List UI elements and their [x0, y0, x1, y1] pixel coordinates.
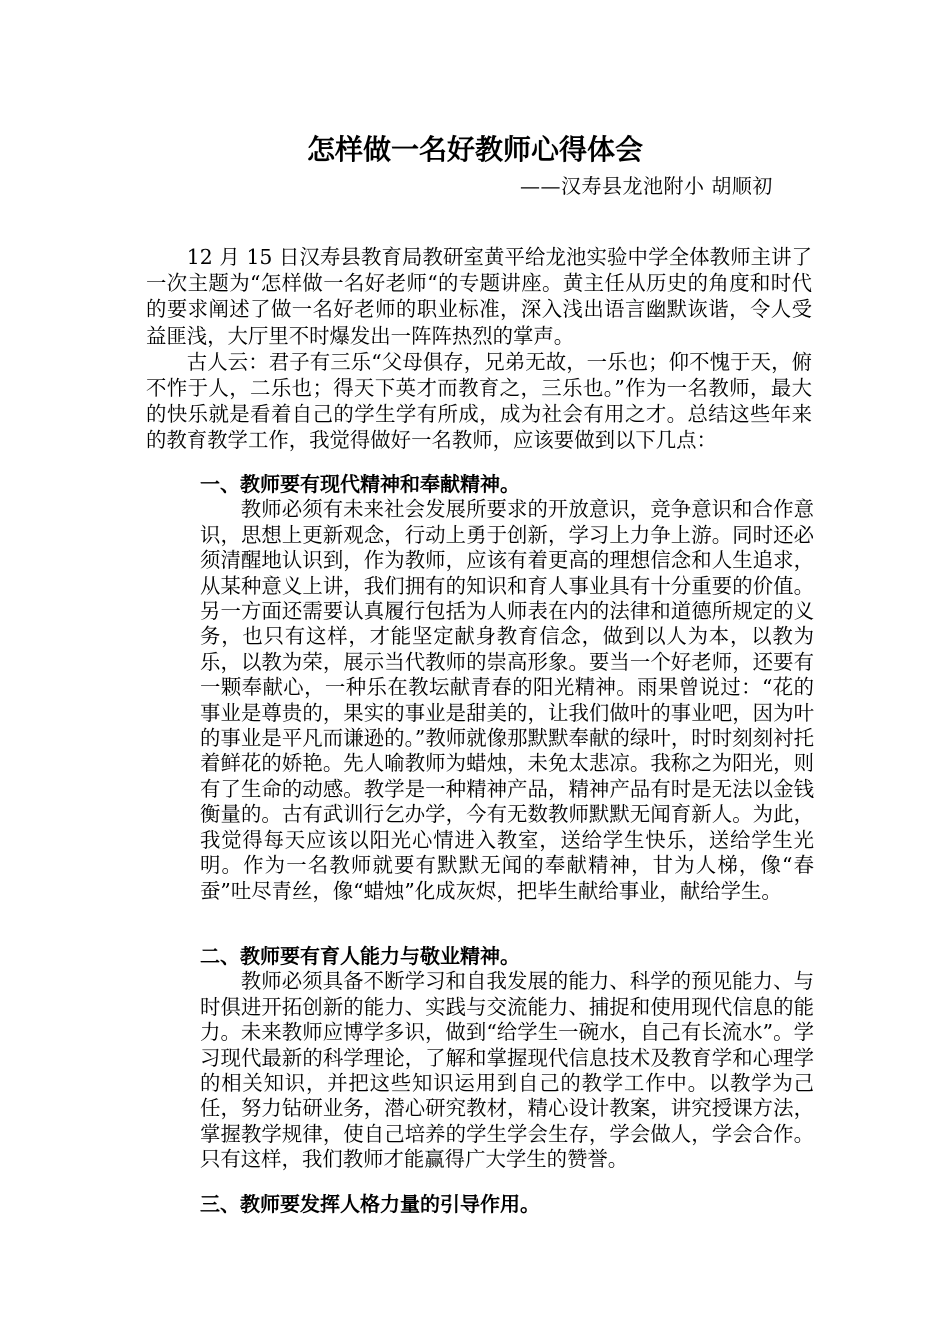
- section-heading: 二、教师要有育人能力与敬业精神。: [200, 944, 520, 968]
- section-paragraph: 教师必须有未来社会发展所要求的开放意识，竞争意识和合作意识，思想上更新观念，行动上勇于创新，学习上力争上游。同时还必须清醒地认识到，作为教师，应该有着更高的理想信念和人生追求，从某种意义上讲，我们拥有的知识和育人事业具有十分重要的价值。另一方面还需要认真履行包括为人师表在内的法律和道德所规定的义务，也只有这样，才能坚定献身教育信念，做到以人为本，以教为乐，以教为荣，展示当代教师的崇高形象。要当一个好老师，还要有一颗奉献心，一种乐在教坛献青春的阳光精神。雨果曾说过：“花的事业是尊贵的，果实的事业是甜美的，让我们做叶的事业吧，因为叶的事业是平凡而谦逊的。”教师就像那默默奉献的绿叶，时时刻刻衬托着鲜花的娇艳。先人喻教师为蜡烛，未免太悲凉。我称之为阳光，则有了生命的动感。教学是一种精神产品，精神产品有时是无法以金钱衡量的。古有武训行乞办学，今有无数教师默默无闻育新人。为此，我觉得每天应该以阳光心情进入教室，送给学生快乐，送给学生光明。作为一名教师就要有默默无闻的奉献精神，甘为人梯，像“春蚕”吐尽青丝，像“蜡烛”化成灰烬，把毕生献给事业，献给学生。: [200, 497, 814, 903]
- section-paragraph: 教师必须具备不断学习和自我发展的能力、科学的预见能力、与时俱进开拓创新的能力、实践与交流能力、捕捉和使用现代信息的能力。未来教师应博学多识，做到“给学生一碗水，自己有长流水”。学习现代最新的科学理论，了解和掌握现代信息技术及教育学和心理学的相关知识，并把这些知识运用到自己的教学工作中。以教学为己任，努力钻研业务，潜心研究教材，精心设计教案，讲究授课方法，掌握教学规律，使自己培养的学生学会生存，学会做人，学会合作。只有这样，我们教师才能赢得广大学生的赞誉。: [200, 969, 814, 1172]
- intro-paragraph: 12 月 15 日汉寿县教育局教研室黄平给龙池实验中学全体教师主讲了一次主题为“怎样做一名好老师“的专题讲座。黄主任从历史的角度和时代的要求阐述了做一名好老师的职业标准，深入浅出语言幽默诙谐，令人受益匪浅，大厅里不时爆发出一阵阵热烈的掌声。: [146, 245, 812, 348]
- section-heading: 三、教师要发挥人格力量的引导作用。: [200, 1192, 540, 1216]
- section-1: [200, 472, 814, 904]
- section-2: [200, 944, 814, 1173]
- author-byline: ——汉寿县龙池附小 胡顺初: [520, 174, 773, 198]
- intro-paragraph: 古人云：君子有三乐“父母俱存，兄弟无故，一乐也；仰不愧于天，俯不怍于人，二乐也；得天下英才而教育之，三乐也。”作为一名教师，最大的快乐就是看着自己的学生学有所成，成为社会有用之才。总结这些年来的教育教学工作，我觉得做好一名教师，应该要做到以下几点：: [146, 349, 812, 453]
- section-3: [200, 1192, 814, 1217]
- document-title: 怎样做一名好教师心得体会: [306, 133, 643, 166]
- intro-block: [146, 244, 812, 454]
- section-heading: 一、教师要有现代精神和奉献精神。: [200, 472, 520, 496]
